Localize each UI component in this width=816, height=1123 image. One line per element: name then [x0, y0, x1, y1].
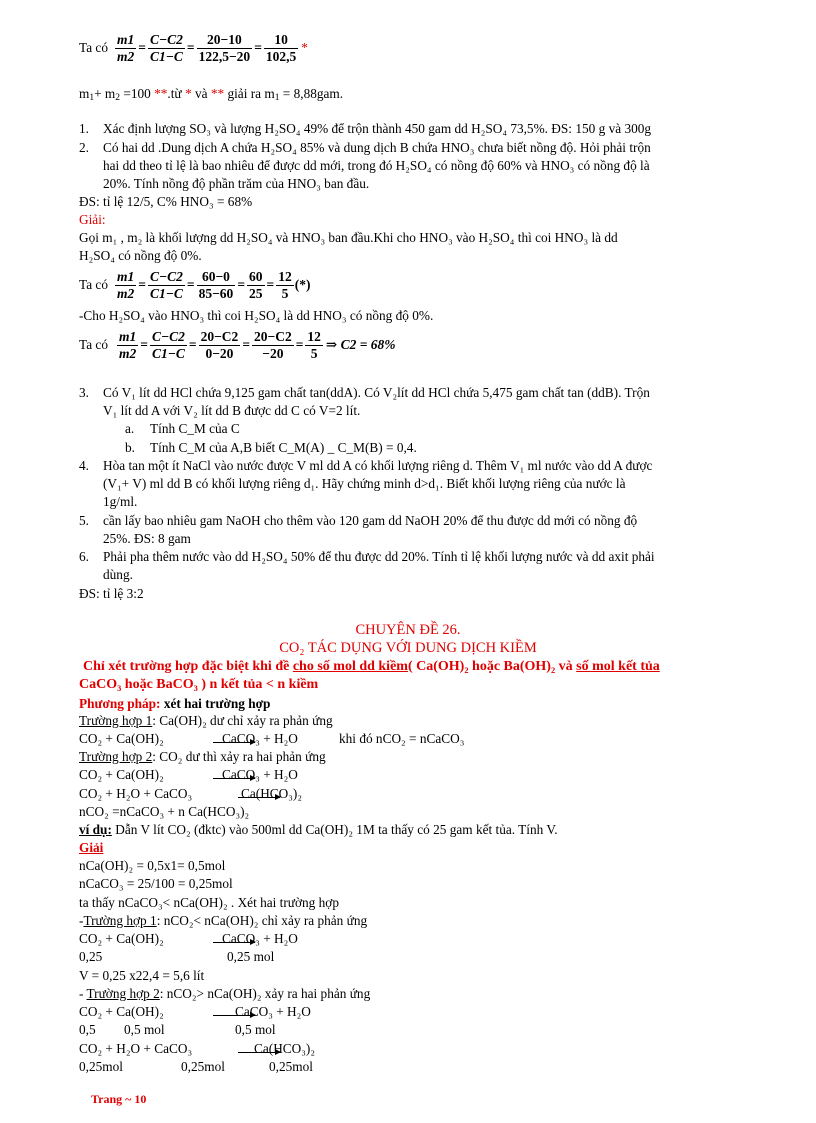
chapter-subtitle: CO₂ TÁC DỤNG VỚI DUNG DỊCH KIỀM — [279, 640, 537, 656]
reaction-6: CO₂ + H₂O + CaCO₃ — [79, 1041, 193, 1056]
solution-line: -Cho H₂SO₄ vào HNO₃ thì coi H₂SO₄ là dd HNO₃ có nồng độ 0%. — [79, 308, 434, 323]
item-3-line: V₁ lít dd A với V₂ lít dd B được dd C có V=2 lít. — [103, 403, 361, 418]
item-4-line: Hòa tan một ít NaCl vào nước được V ml dd A có khối lượng riêng d. Thêm V₁ ml nước vào dd A được — [103, 458, 653, 473]
star-mark: * — [301, 40, 308, 55]
item-number: 4. — [79, 458, 89, 473]
page-number: Trang ~ 10 — [91, 1092, 147, 1106]
item-4-line: (V₁+ V) ml dd B có khối lượng riêng d₁. Hãy chứng minh d>d₁. Biết khối lượng riêng của nước là — [103, 476, 626, 491]
reaction-product: CaCO₃ + H₂O — [235, 1004, 311, 1019]
answer-2: ĐS: tỉ lệ 3:2 — [79, 586, 144, 601]
reaction-3: CO₂ + H₂O + CaCO₃ — [79, 786, 193, 801]
equation-2: Ta có $\frac{m1}{m2}$ = $\frac{C-C2}{C1-C}$ = $\frac{60-0}{85-60}$ = $\frac{60}{25}$ = $\frac{12}{5}$ (*) — [79, 268, 311, 301]
reaction-5: CO₂ + Ca(OH)₂ — [79, 1004, 164, 1019]
solution-case-2: - Trường hợp 2: nCO₂> nCa(OH)₂ xảy ra hai phản ứng — [79, 986, 371, 1001]
mole-value: 0,5 mol — [235, 1022, 276, 1037]
fraction-c: $\frac{C-C2}{C1-C}$ — [149, 31, 183, 64]
case-1-line: Trường hợp 1: Ca(OH)₂ dư chỉ xảy ra phản ứng — [79, 713, 333, 728]
fraction-m1-m2: $\frac{m1}{m2}$ — [116, 31, 135, 64]
chapter-intro: Chỉ xét trường hợp đặc biệt khi đề cho số mol dd kiềm( Ca(OH)₂ hoặc Ba(OH)₂ và số mol kết tủa — [83, 659, 660, 674]
reaction-4: CO₂ + Ca(OH)₂ — [79, 931, 164, 946]
fraction-values: $\frac{20-10}{122,5-20}$ — [198, 31, 251, 64]
item-number: 5. — [79, 513, 89, 528]
item-number: 3. — [79, 385, 89, 400]
chapter-title: CHUYÊN ĐỀ 26. — [355, 622, 461, 638]
solution-case-1: -Trường hợp 1: nCO₂< nCa(OH)₂ chỉ xảy ra phản ứng — [79, 913, 368, 928]
solution-label-2: Giải — [79, 840, 104, 855]
item-number: 2. — [79, 140, 89, 155]
reaction-product: CaCO₃ + H₂O — [222, 731, 298, 746]
equation-1: Ta có $\frac{m1}{m2}$ = $\frac{C-C2}{C1-C}$ = $\frac{20-10}{122,5-20}$ = $\frac{10}{102,5}$ * — [79, 31, 308, 64]
mole-relation: nCO₂ =nCaCO₃ + n Ca(HCO₃)₂ — [79, 804, 250, 819]
mole-value: 0,5 mol — [124, 1022, 165, 1037]
equation-prefix: Ta có — [79, 40, 108, 55]
sub-item-b: Tính C_M của A,B biết C_M(A) _ C_M(B) = 0,4. — [150, 440, 417, 455]
reaction-product: CaCO₃ + H₂O — [222, 931, 298, 946]
chapter-intro: CaCO₃ hoặc BaCO₃ ) n kết tủa < n kiềm — [79, 677, 319, 692]
answer-1: ĐS: tỉ lệ 12/5, C% HNO₃ = 68% — [79, 194, 253, 209]
reaction-product: Ca(HCO₃)₂ — [254, 1041, 315, 1056]
reaction-1: CO₂ + Ca(OH)₂ — [79, 731, 164, 746]
reaction-note: khi đó nCO₂ = nCaCO₃ — [339, 731, 465, 746]
equation-3: Ta có $\frac{m1}{m2}$ = $\frac{C-C2}{C1-C}$ = $\frac{20-C2}{0-20}$ = $\frac{20-C2}{-20}$ = $\frac{12}{5}$ ⇒ C2 = 68% — [79, 328, 396, 361]
item-number: 1. — [79, 121, 89, 136]
solution-step: ta thấy nCaCO₃< nCa(OH)₂ . Xét hai trường hợp — [79, 895, 339, 910]
volume-result: V = 0,25 x22,4 = 5,6 lít — [79, 968, 205, 983]
solution-step: nCa(OH)₂ = 0,5x1= 0,5mol — [79, 858, 226, 873]
method-line: Phương pháp: xét hai trường hợp — [79, 696, 271, 711]
fraction-result: $\frac{10}{102,5}$ — [265, 31, 297, 64]
item-4-line: 1g/ml. — [103, 494, 138, 509]
solution-step: nCaCO₃ = 25/100 = 0,25mol — [79, 876, 233, 891]
item-5-line: cần lấy bao nhiêu gam NaOH cho thêm vào 120 gam dd NaOH 20% để thu được dd mới có nồng độ — [103, 513, 638, 528]
sub-item-key: b. — [125, 440, 135, 455]
item-6-line: dùng. — [103, 567, 133, 582]
item-2-line: hai dd theo tỉ lệ là bao nhiêu để được dd mới, trong đó H₂SO₄ có nồng độ 60% và HNO₃ có nồng độ là — [103, 158, 650, 173]
mole-value: 0,25 — [79, 949, 103, 964]
mole-value: 0,25mol — [269, 1059, 313, 1074]
item-3-line: Có V₁ lít dd HCl chứa 9,125 gam chất tan(ddA). Có V₂lít dd HCl chứa 5,475 gam chất tan (ddB). Trộn — [103, 385, 650, 400]
sub-item-a: Tính C_M của C — [150, 421, 240, 436]
item-1-text: Xác định lượng SO₃ và lượng H₂SO₄ 49% để trộn thành 450 gam dd H₂SO₄ 73,5%. ĐS: 150 g và 300g — [103, 121, 652, 136]
mole-value: 0,5 — [79, 1022, 96, 1037]
mole-value: 0,25mol — [79, 1059, 123, 1074]
item-6-line: Phải pha thêm nước vào dd H₂SO₄ 50% để thu được dd 20%. Tính tỉ lệ khối lượng nước và dd axit phải — [103, 549, 655, 564]
mole-value: 0,25mol — [181, 1059, 225, 1074]
sum-line: $m_1+ m_2 =100$ **.từ * và ** giải ra $m_1 = 8,88gam$. — [79, 86, 344, 103]
solution-line: H₂SO₄ có nồng độ 0%. — [79, 248, 202, 263]
item-2-line: Có hai dd .Dung dịch A chứa H₂SO₄ 85% và dung dịch B chứa HNO₃ chưa biết nồng độ. Hỏi phải trộn — [103, 140, 651, 155]
solution-line: Gọi m₁ , m₂ là khối lượng dd H₂SO₄ và HNO₃ ban đầu.Khi cho HNO₃ vào H₂SO₄ thì coi HNO₃ là dd — [79, 230, 618, 245]
mole-value: 0,25 mol — [227, 949, 275, 964]
item-5-line: 25%. ĐS: 8 gam — [103, 531, 191, 546]
sub-item-key: a. — [125, 421, 135, 436]
reaction-product: CaCO₃ + H₂O — [222, 767, 298, 782]
example-line: ví dụ: Dẫn V lít CO₂ (đktc) vào 500ml dd Ca(OH)₂ 1M ta thấy có 25 gam kết tủa. Tính V. — [79, 822, 558, 837]
reaction-2: CO₂ + Ca(OH)₂ — [79, 767, 164, 782]
solution-label: Giải: — [79, 212, 106, 227]
item-number: 6. — [79, 549, 89, 564]
case-2-line: Trường hợp 2: CO₂ dư thì xảy ra hai phản ứng — [79, 749, 326, 764]
item-2-line: 20%. Tính nồng độ phần trăm của HNO₃ ban đầu. — [103, 176, 370, 191]
reaction-product: Ca(HCO₃)₂ — [241, 786, 302, 801]
